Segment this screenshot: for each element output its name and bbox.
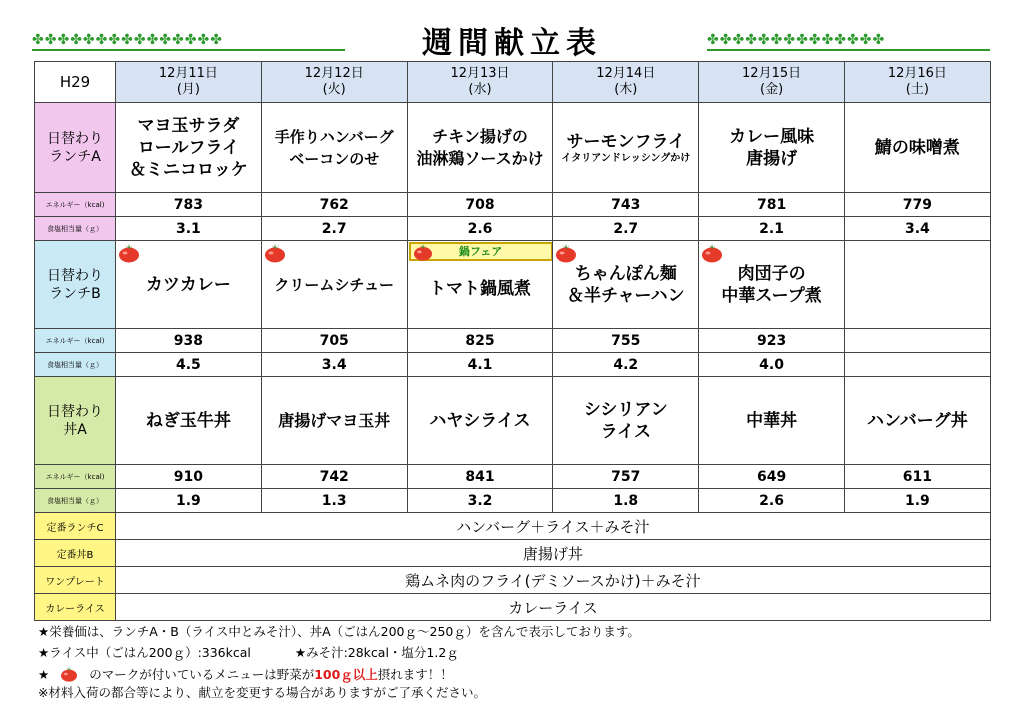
menu-line: 中華スープ煮 <box>721 285 822 306</box>
fixed-menu-label: ワンプレート <box>35 567 116 594</box>
salt-value: 2.1 <box>699 217 845 241</box>
menu-line: ハンバーグ丼 <box>866 410 968 431</box>
menu-line: 肉団子の <box>737 263 806 284</box>
note-rice: ★ライス中（ごはん200ｇ）:336kcal <box>38 645 251 660</box>
salt-value: 2.6 <box>407 217 553 241</box>
note-tomato-mark <box>38 666 453 683</box>
energy-value: 708 <box>407 193 553 217</box>
menu-line: カツカレー <box>145 274 231 295</box>
clover-underline-left <box>32 49 345 51</box>
menu-line: ちゃんぽん麺 <box>574 263 677 284</box>
menu-cell <box>261 103 407 193</box>
nabe-fair-badge <box>409 242 553 261</box>
energy-value: 938 <box>116 329 262 353</box>
note-tomato-text: のマークが付いているメニューは野菜が <box>89 667 315 682</box>
fixed-menu-text: カレーライス <box>116 594 991 621</box>
salt-value: 4.0 <box>699 353 845 377</box>
salt-value: 1.8 <box>553 489 699 513</box>
menu-line: ハヤシライス <box>429 410 531 431</box>
row-label-line: 日替わり <box>47 403 103 420</box>
fixed-menu-row <box>35 513 991 540</box>
day-date: 12月15日 <box>742 66 802 81</box>
fixed-menu-label: カレーライス <box>35 594 116 621</box>
menu-subline: イタリアンドレッシングかけ <box>561 152 691 164</box>
menu-cell <box>844 377 990 465</box>
weekly-menu-table <box>34 61 991 621</box>
fixed-menu-text: 鶏ムネ肉のフライ(デミソースかけ)＋みそ汁 <box>116 567 991 594</box>
menu-cell <box>407 103 553 193</box>
day-weekday: (土) <box>905 82 929 97</box>
year-cell: H29 <box>35 62 116 103</box>
menu-cell <box>553 377 699 465</box>
day-header <box>844 62 990 103</box>
menu-cell <box>407 377 553 465</box>
day-header <box>553 62 699 103</box>
menu-line: サーモンフライ <box>566 131 686 152</box>
salt-value: 2.6 <box>699 489 845 513</box>
menu-cell <box>116 377 262 465</box>
day-weekday: (水) <box>468 82 492 97</box>
menu-cell <box>553 103 699 193</box>
tomato-icon <box>118 243 140 263</box>
don-a-energy-row <box>35 465 991 489</box>
row-label-line: 日替わり <box>47 130 103 147</box>
energy-value: 841 <box>407 465 553 489</box>
energy-label: エネルギー（kcal) <box>35 193 116 217</box>
menu-line: チキン揚げの <box>432 126 528 146</box>
fair-label: 鍋フェア <box>458 245 503 258</box>
menu-cell <box>116 241 262 329</box>
day-date: 12月16日 <box>887 66 947 81</box>
menu-line: 手作りハンバーグ <box>274 127 394 146</box>
fixed-menu-text: 唐揚げ丼 <box>116 540 991 567</box>
menu-cell <box>844 241 990 329</box>
menu-cell <box>699 103 845 193</box>
menu-line: カレー風味 <box>729 126 815 147</box>
lunch-b-menu-row <box>35 241 991 329</box>
row-label-line: 丼A <box>63 421 87 438</box>
menu-line: 油淋鶏ソースかけ <box>416 148 544 168</box>
tomato-icon <box>555 243 577 263</box>
salt-value <box>844 353 990 377</box>
menu-line: 唐揚げ <box>746 148 798 169</box>
note-change-disclaimer: ※材料入荷の都合等により、献立を変更する場合がありますがご了承ください。 <box>38 685 486 700</box>
menu-cell <box>699 241 845 329</box>
menu-line: トマト鍋風煮 <box>428 278 531 299</box>
lunch-b-label <box>35 241 116 329</box>
day-header <box>699 62 845 103</box>
lunch-a-menu-row <box>35 103 991 193</box>
salt-value: 1.9 <box>844 489 990 513</box>
row-label-line: 日替わり <box>47 267 103 284</box>
row-label-line: ランチB <box>49 285 101 302</box>
lunch-a-energy-row <box>35 193 991 217</box>
salt-value: 4.1 <box>407 353 553 377</box>
energy-value: 755 <box>553 329 699 353</box>
menu-line: シシリアン <box>583 399 668 420</box>
salt-value: 3.1 <box>116 217 262 241</box>
day-date: 12月11日 <box>158 66 218 81</box>
tomato-icon <box>701 243 723 263</box>
note-nutrition: ★栄養価は、ランチA・B（ライス中とみそ汁）、丼A（ごはん200ｇ～250ｇ）を含んで表示しております。 <box>38 624 640 639</box>
salt-value: 4.2 <box>553 353 699 377</box>
don-a-salt-row <box>35 489 991 513</box>
fixed-menu-label: 定番丼B <box>35 540 116 567</box>
menu-line: ロールフライ <box>137 137 239 158</box>
day-header <box>407 62 553 103</box>
tomato-icon <box>413 243 433 261</box>
salt-label: 食塩相当量（ｇ） <box>35 217 116 241</box>
menu-line: ライス <box>600 421 651 442</box>
menu-cell <box>553 241 699 329</box>
day-weekday: (木) <box>614 82 638 97</box>
energy-value: 910 <box>116 465 262 489</box>
salt-value: 1.3 <box>261 489 407 513</box>
salt-value: 3.2 <box>407 489 553 513</box>
fixed-menu-row <box>35 594 991 621</box>
tomato-icon <box>59 666 79 682</box>
salt-label: 食塩相当量（ｇ） <box>35 489 116 513</box>
menu-cell <box>844 103 990 193</box>
header-row <box>35 62 991 103</box>
day-date: 12月12日 <box>304 66 364 81</box>
energy-value: 743 <box>553 193 699 217</box>
menu-line: マヨ玉サラダ <box>137 115 240 136</box>
row-label-line: ランチA <box>49 148 101 165</box>
salt-value: 3.4 <box>261 353 407 377</box>
menu-line: ねぎ玉牛丼 <box>145 410 231 431</box>
menu-line: ＆半チャーハン <box>566 285 685 306</box>
day-date: 12月13日 <box>450 66 510 81</box>
salt-value: 2.7 <box>261 217 407 241</box>
note-rice-miso <box>38 645 459 661</box>
energy-label: エネルギー（kcal) <box>35 329 116 353</box>
don-a-menu-row <box>35 377 991 465</box>
energy-value: 742 <box>261 465 407 489</box>
energy-value: 757 <box>553 465 699 489</box>
lunch-a-label <box>35 103 116 193</box>
menu-cell <box>261 377 407 465</box>
clover-decoration-right: ✤✤✤✤✤✤✤✤✤✤✤✤✤✤ <box>707 32 886 48</box>
lunch-b-energy-row <box>35 329 991 353</box>
fixed-menu-row <box>35 540 991 567</box>
salt-value: 2.7 <box>553 217 699 241</box>
energy-value: 649 <box>699 465 845 489</box>
energy-value: 781 <box>699 193 845 217</box>
page-title: 週間献立表 <box>422 26 602 61</box>
note-tomato-end: 摂れます！！ <box>377 667 453 682</box>
salt-value: 1.9 <box>116 489 262 513</box>
menu-cell <box>116 103 262 193</box>
energy-value: 611 <box>844 465 990 489</box>
note-miso: ★みそ汁:28kcal・塩分1.2ｇ <box>294 645 459 660</box>
energy-value: 705 <box>261 329 407 353</box>
menu-line: ＆ミニコロッケ <box>129 159 248 180</box>
energy-value: 762 <box>261 193 407 217</box>
tomato-icon <box>264 243 286 263</box>
clover-underline-right <box>707 49 990 51</box>
salt-value: 4.5 <box>116 353 262 377</box>
fixed-menu-text: ハンバーグ＋ライス＋みそ汁 <box>116 513 991 540</box>
menu-line: 唐揚げマヨ玉丼 <box>278 410 391 430</box>
energy-value: 783 <box>116 193 262 217</box>
day-header <box>261 62 407 103</box>
day-weekday: (月) <box>176 82 200 97</box>
menu-cell <box>699 377 845 465</box>
note-star: ★ <box>38 667 50 682</box>
don-a-label <box>35 377 116 465</box>
day-header <box>116 62 262 103</box>
energy-value: 779 <box>844 193 990 217</box>
menu-line: 鯖の味噌煮 <box>874 137 960 158</box>
fixed-menu-label: 定番ランチC <box>35 513 116 540</box>
menu-line: クリームシチュー <box>274 275 394 294</box>
energy-value <box>844 329 990 353</box>
day-date: 12月14日 <box>596 66 656 81</box>
day-weekday: (金) <box>760 82 784 97</box>
menu-line: 中華丼 <box>746 410 798 431</box>
menu-cell <box>407 241 553 329</box>
lunch-b-salt-row <box>35 353 991 377</box>
energy-value: 923 <box>699 329 845 353</box>
day-weekday: (火) <box>322 82 346 97</box>
menu-line: ベーコンのせ <box>289 149 380 168</box>
note-vegetable-amount: 100ｇ以上 <box>314 667 378 682</box>
energy-value: 825 <box>407 329 553 353</box>
menu-cell <box>261 241 407 329</box>
energy-label: エネルギー（kcal) <box>35 465 116 489</box>
salt-label: 食塩相当量（ｇ） <box>35 353 116 377</box>
lunch-a-salt-row <box>35 217 991 241</box>
fixed-menu-row <box>35 567 991 594</box>
clover-decoration-left: ✤✤✤✤✤✤✤✤✤✤✤✤✤✤✤ <box>32 32 223 48</box>
salt-value: 3.4 <box>844 217 990 241</box>
